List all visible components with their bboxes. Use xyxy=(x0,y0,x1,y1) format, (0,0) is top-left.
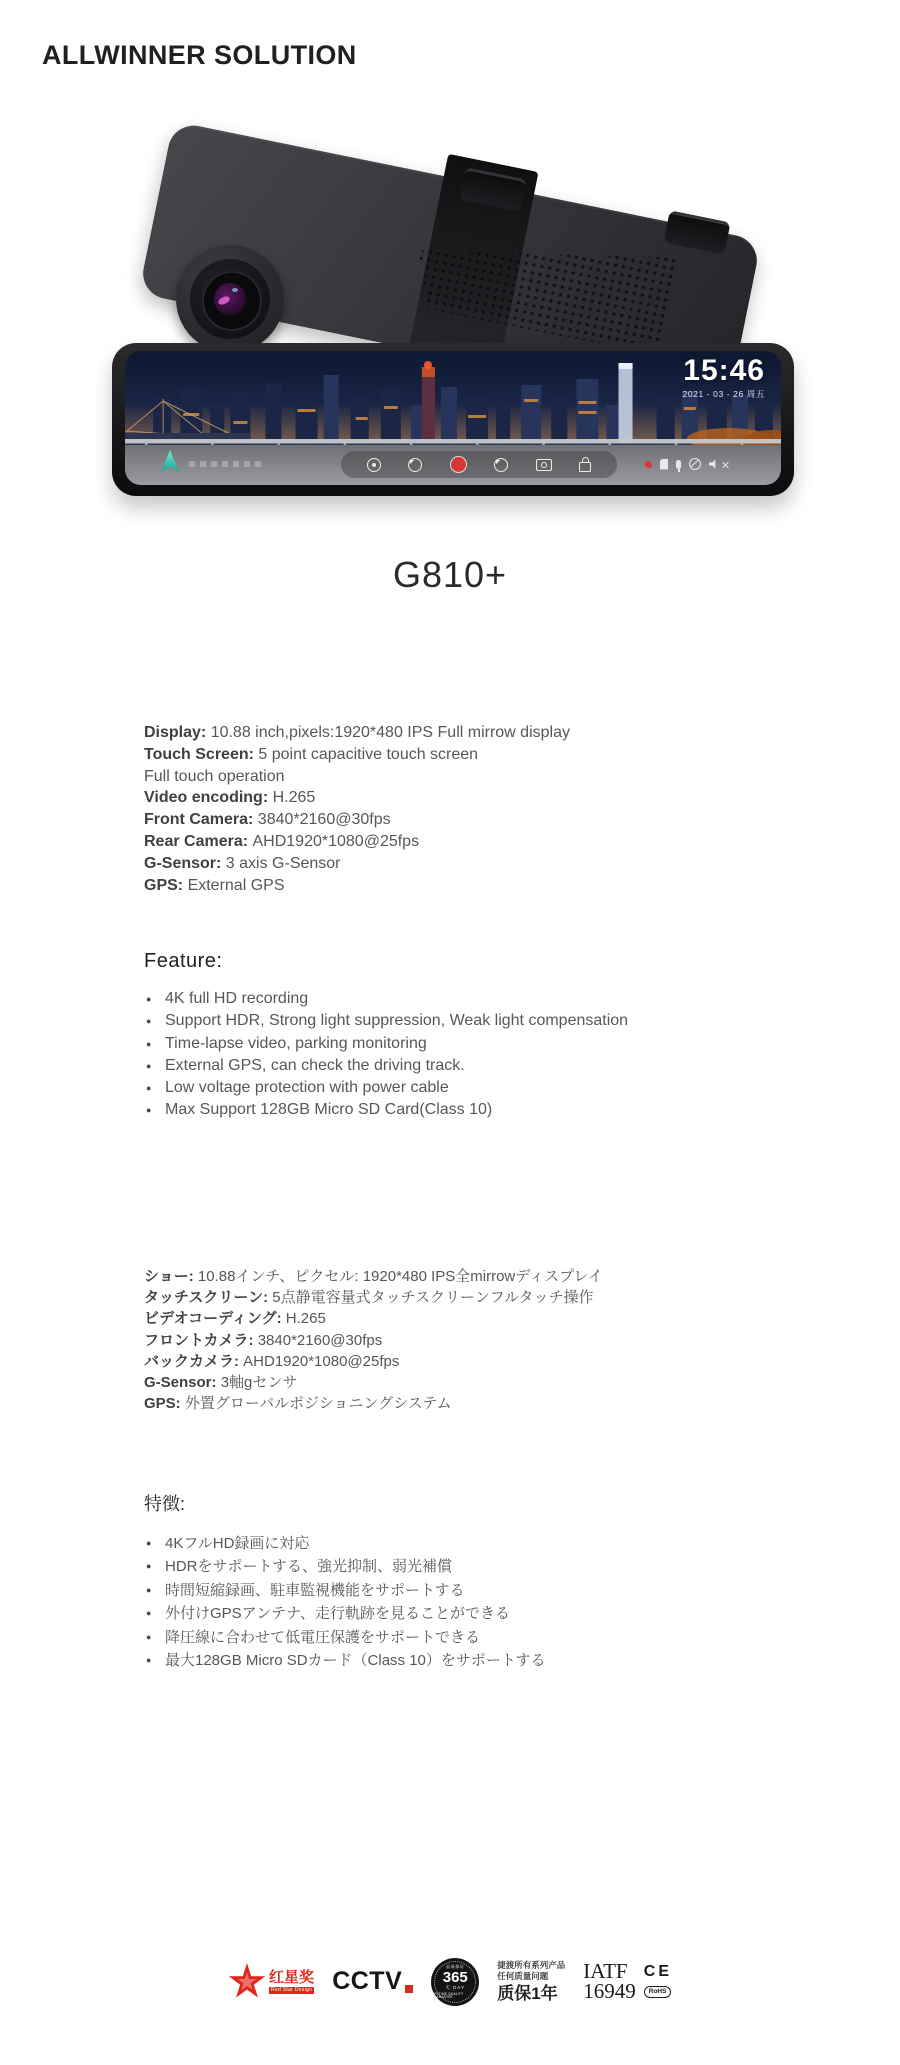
lens-glint-small xyxy=(232,288,238,292)
badge-number: 365 xyxy=(442,1969,468,1987)
clock-time: 15:46 xyxy=(683,354,765,387)
sd-card-icon xyxy=(660,459,668,470)
spec-value: AHD1920*1080@25fps xyxy=(252,832,420,850)
spec-label: GPS: xyxy=(144,1395,185,1413)
product-model: G810+ xyxy=(392,554,508,595)
return-icon xyxy=(494,458,508,472)
spec-rear-camera-jp xyxy=(144,1351,744,1372)
badge-bottom-text: LIFETIME QUALITY GUARANTEE xyxy=(431,1991,464,1999)
spec-display xyxy=(144,722,704,744)
spec-value: 外置グローバルポジショニングシステム xyxy=(184,1395,452,1413)
iatf-number: 16949 xyxy=(583,1979,636,2003)
spec-gsensor-jp xyxy=(144,1372,744,1393)
spec-label: Front Camera: xyxy=(144,811,258,829)
spec-front-camera-jp xyxy=(144,1330,744,1351)
screen-control-bar xyxy=(341,451,617,478)
record-button xyxy=(450,456,467,473)
spec-front-camera xyxy=(144,809,704,831)
feature-heading-japanese: 特徴: xyxy=(144,1494,186,1514)
spec-label: バックカメラ: xyxy=(144,1352,244,1370)
page-title: ALLWINNER SOLUTION xyxy=(42,40,357,70)
warranty-text xyxy=(497,1960,565,2004)
spec-label: ショー: xyxy=(144,1268,198,1285)
spec-label: フロントカメラ: xyxy=(144,1331,258,1349)
product-image xyxy=(110,133,796,505)
spec-video-encoding xyxy=(144,787,704,809)
cctv-logo xyxy=(332,1967,413,1996)
screen-status-bar xyxy=(645,458,729,470)
spec-value: 10.88 inch,pixels:1920*480 IPS Full mirrow display xyxy=(210,724,570,741)
spec-value: 10.88インチ、ピクセル: 1920*480 IPS全mirrowディスプレイ xyxy=(197,1268,603,1285)
rohs-mark: RoHS xyxy=(644,1986,672,1998)
cctv-red-dot xyxy=(405,1985,413,1993)
warranty-line1: 捷渡所有系列产品 xyxy=(497,1960,566,1971)
feature-list-japanese xyxy=(146,1532,706,1672)
mute-cross-icon xyxy=(722,461,729,468)
feature-item: ● 4KフルHD録画に対応 xyxy=(146,1532,706,1555)
spec-value: H.265 xyxy=(285,1310,326,1328)
lens-ring xyxy=(190,259,270,339)
badge-day-text: 天 DAY xyxy=(445,1985,466,1991)
red-star-award-logo xyxy=(228,1963,314,2001)
spec-label: G-Sensor: xyxy=(144,854,226,872)
switch-camera-icon xyxy=(408,458,422,472)
spec-gsensor xyxy=(144,853,704,875)
spec-value: 5点静電容量式タッチスクリーンフルタッチ操作 xyxy=(272,1289,594,1307)
quality-365-badge xyxy=(431,1958,479,2006)
screen-display xyxy=(125,351,781,485)
snapshot-icon xyxy=(536,459,552,471)
feature-item: ● Time-lapse video, parking monitoring xyxy=(146,1033,634,1055)
spec-gps xyxy=(144,875,704,897)
spec-label: Video encoding: xyxy=(144,789,273,807)
red-star-text xyxy=(269,1970,314,1994)
spec-label: Touch Screen: xyxy=(144,745,259,763)
spec-touchscreen xyxy=(144,744,704,766)
warranty-line2: 任何质量问题 xyxy=(497,1970,549,1981)
mirror-screen xyxy=(112,343,794,496)
spec-touch-operation xyxy=(144,766,704,788)
lock-icon xyxy=(579,462,591,472)
specs-english xyxy=(144,722,704,896)
cctv-text: CCTV xyxy=(332,1967,403,1996)
spec-label: G-Sensor: xyxy=(144,1374,221,1392)
spec-value: 3軸gセンサ xyxy=(220,1374,298,1392)
settings-icon xyxy=(367,458,381,472)
spec-value: 3840*2160@30fps xyxy=(257,1331,383,1349)
spec-label: Display: xyxy=(144,724,211,741)
feature-item: ● External GPS, can check the driving track. xyxy=(146,1055,634,1077)
recording-dot-icon xyxy=(645,461,652,468)
feature-heading: Feature: xyxy=(144,950,223,972)
red-star-en: Red Star Design xyxy=(271,1987,313,1993)
feature-item: ● 最大128GB Micro SDカード（Class 10）をサポートする xyxy=(146,1649,706,1672)
spec-value: H.265 xyxy=(272,789,316,807)
feature-item: ● HDRをサポートする、強光抑制、弱光補償 xyxy=(146,1555,706,1578)
spec-video-encoding-jp xyxy=(144,1308,744,1329)
mic-icon xyxy=(676,460,681,469)
spec-value: 5 point capacitive touch screen xyxy=(258,745,479,763)
spec-label: タッチスクリーン: xyxy=(144,1289,273,1307)
red-star-cn: 红星奖 xyxy=(269,1969,315,1986)
feature-item: ● 時間短縮録画、駐車監視機能をサポートする xyxy=(146,1579,706,1602)
lens-glass xyxy=(202,271,262,331)
spec-value: Full touch operation xyxy=(144,767,285,785)
spec-rear-camera xyxy=(144,831,704,853)
spec-label: ビデオコーディング: xyxy=(144,1310,286,1328)
badge-top-text: 品质保证 xyxy=(446,1964,465,1970)
feature-item: ● Low voltage protection with power cable xyxy=(146,1077,634,1099)
feature-list-english xyxy=(146,988,634,1122)
mute-speaker-icon xyxy=(709,460,718,469)
spec-label: Rear Camera: xyxy=(144,832,253,850)
feature-item: ● Max Support 128GB Micro SD Card(Class 10) xyxy=(146,1099,634,1121)
certification-strip xyxy=(0,1954,900,2010)
spec-value: External GPS xyxy=(187,876,285,894)
spec-label: GPS: xyxy=(144,876,188,894)
front-camera-lens xyxy=(176,245,284,353)
spec-value: AHD1920*1080@25fps xyxy=(243,1352,400,1370)
feature-item: ● 外付けGPSアンテナ、走行軌跡を見ることができる xyxy=(146,1602,706,1625)
lens-iris xyxy=(214,283,246,315)
iatf-text: IATF xyxy=(583,1959,628,1984)
osd-faint-text xyxy=(189,461,263,467)
spec-touchscreen-jp xyxy=(144,1287,744,1308)
spec-display-jp xyxy=(144,1266,744,1287)
screen-clock xyxy=(683,356,766,400)
feature-item: ● Support HDR, Strong light suppression, Weak light compensation xyxy=(146,1010,634,1032)
red-star-icon xyxy=(228,1963,266,2001)
spec-value: 3 axis G-Sensor xyxy=(225,854,341,872)
feature-item: ● 降圧線に合わせて低電圧保護をサポートできる xyxy=(146,1626,706,1649)
spec-gps-jp xyxy=(144,1393,744,1414)
gps-signal-icon xyxy=(689,458,701,470)
ce-mark: CE xyxy=(643,1963,672,1981)
lens-glint xyxy=(217,295,231,306)
spec-value: 3840*2160@30fps xyxy=(257,811,391,829)
clock-date: 2021 - 03 - 26 周五 xyxy=(682,389,765,399)
feature-item: ● 4K full HD recording xyxy=(146,988,634,1010)
warranty-line3: 质保1年 xyxy=(497,1983,558,2003)
specs-japanese xyxy=(144,1266,744,1414)
iatf-ce-rohs-logos xyxy=(583,1959,672,2003)
